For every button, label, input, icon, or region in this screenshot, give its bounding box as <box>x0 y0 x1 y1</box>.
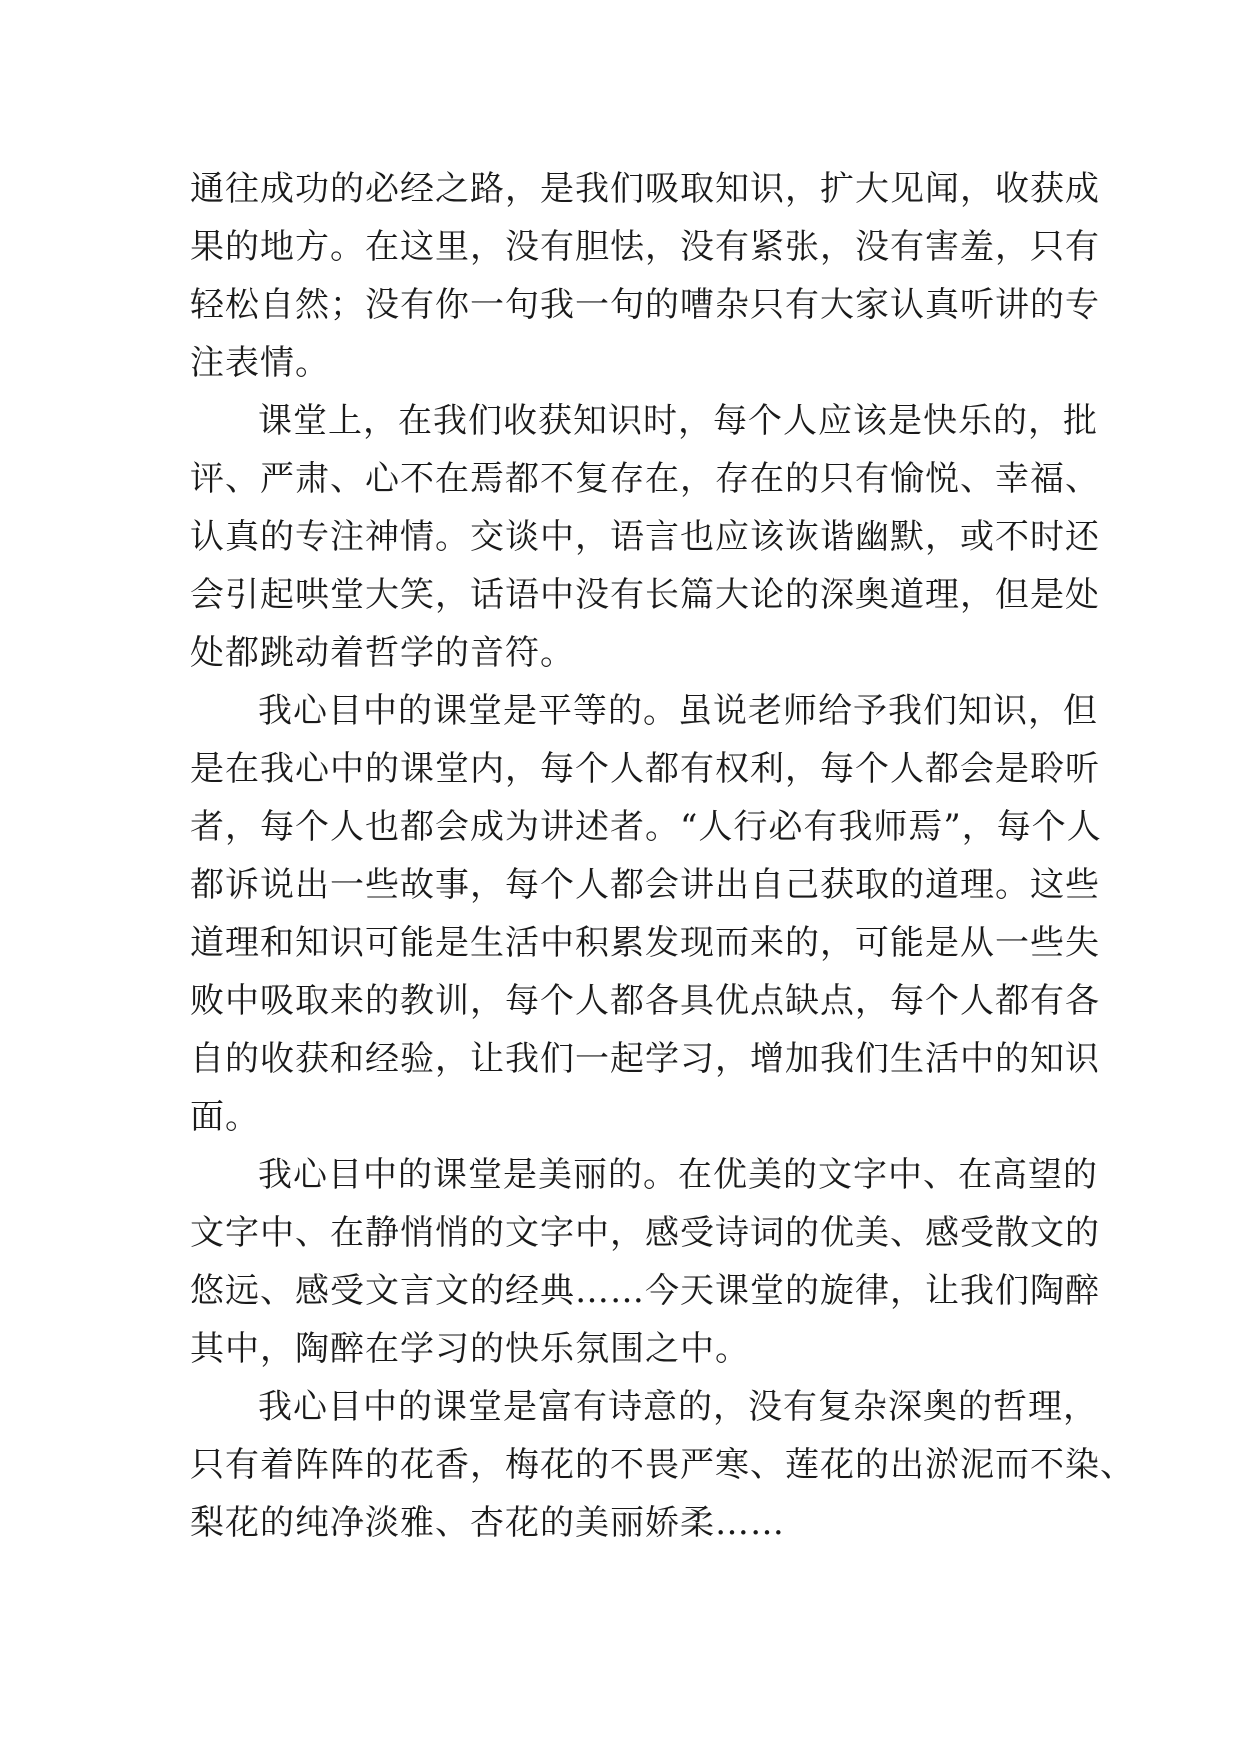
text-line: 注表情。 <box>190 343 330 383</box>
paragraph-1 <box>190 160 1100 392</box>
paragraph-4 <box>190 1146 1100 1378</box>
text-line: 我心目中的课堂是富有诗意的，没有复杂深奥的哲理， <box>258 1387 1098 1427</box>
text-line: 只有着阵阵的花香，梅花的不畏严寒、莲花的出淤泥而不染、 <box>190 1445 1135 1485</box>
text-line: 是在我心中的课堂内，每个人都有权利，每个人都会是聆听 <box>190 749 1100 789</box>
text-line: 其中，陶醉在学习的快乐氛围之中。 <box>190 1329 750 1369</box>
text-line: 会引起哄堂大笑，话语中没有长篇大论的深奥道理，但是处 <box>190 575 1100 615</box>
text-line: 我心目中的课堂是美丽的。在优美的文字中、在高望的 <box>258 1155 1098 1195</box>
text-line: 面。 <box>190 1097 260 1137</box>
text-line: 梨花的纯净淡雅、杏花的美丽娇柔…… <box>190 1503 785 1543</box>
text-line: 认真的专注神情。交谈中，语言也应该诙谐幽默，或不时还 <box>190 517 1100 557</box>
text-line: 通往成功的必经之路，是我们吸取知识，扩大见闻，收获成 <box>190 169 1100 209</box>
paragraph-2 <box>190 392 1100 682</box>
text-line: 者，每个人也都会成为讲述者。“人行必有我师焉”，每个人 <box>190 807 1102 847</box>
paragraph-3 <box>190 682 1102 1146</box>
text-line: 我心目中的课堂是平等的。虽说老师给予我们知识，但 <box>258 691 1098 731</box>
text-line: 败中吸取来的教训，每个人都各具优点缺点，每个人都有各 <box>190 981 1100 1021</box>
paragraph-5 <box>190 1378 1135 1552</box>
text-line: 自的收获和经验，让我们一起学习，增加我们生活中的知识 <box>190 1039 1100 1079</box>
text-line: 道理和知识可能是生活中积累发现而来的，可能是从一些失 <box>190 923 1100 963</box>
text-line: 评、严肃、心不在焉都不复存在，存在的只有愉悦、幸福、 <box>190 459 1100 499</box>
text-line: 处都跳动着哲学的音符。 <box>190 633 575 673</box>
document-page <box>190 160 1135 1552</box>
text-line: 课堂上，在我们收获知识时，每个人应该是快乐的，批 <box>258 401 1098 441</box>
text-line: 果的地方。在这里，没有胆怯，没有紧张，没有害羞，只有 <box>190 227 1100 267</box>
text-line: 悠远、感受文言文的经典……今天课堂的旋律，让我们陶醉 <box>190 1271 1100 1311</box>
text-line: 都诉说出一些故事，每个人都会讲出自己获取的道理。这些 <box>190 865 1100 905</box>
text-line: 文字中、在静悄悄的文字中，感受诗词的优美、感受散文的 <box>190 1213 1100 1253</box>
text-line: 轻松自然；没有你一句我一句的嘈杂只有大家认真听讲的专 <box>190 285 1100 325</box>
